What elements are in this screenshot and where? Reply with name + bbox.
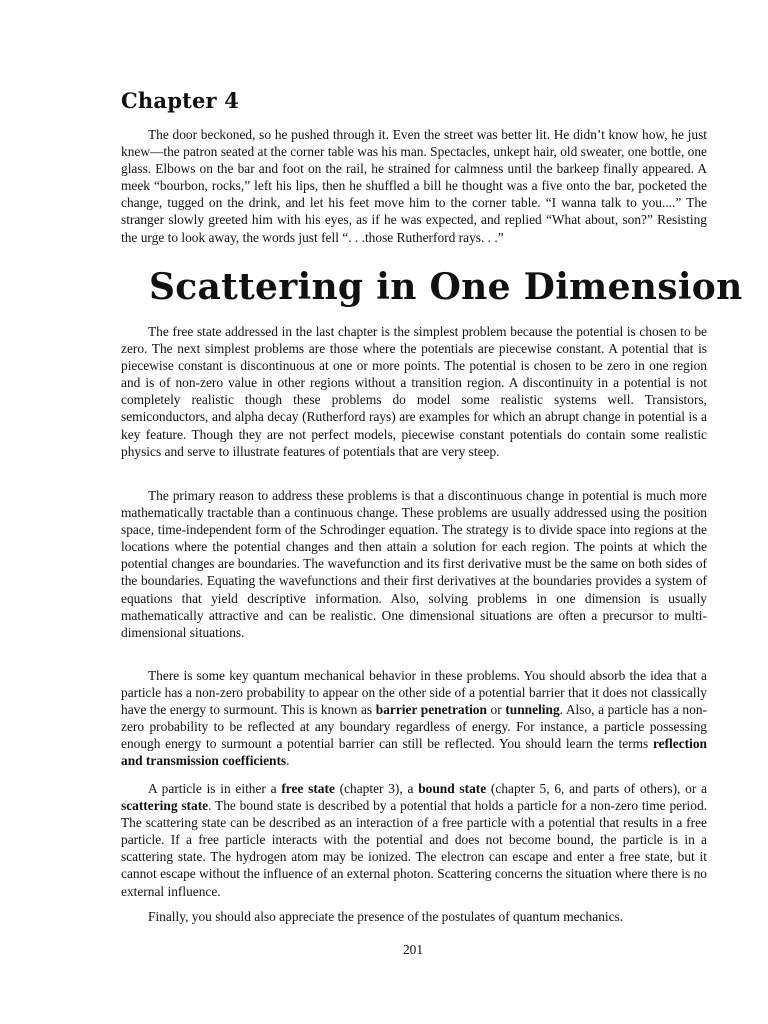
text-segment: (chapter 3), a [334, 781, 419, 796]
body-paragraph-1: The free state addressed in the last chapter is the simplest problem because the potential is chosen to be zero. The next simplest problems are those where the potentials are piecewise constant. A potential that is piecewise constant is discontinuous at one or more points. The potential is chosen to be zero in one region and is of non-zero value in other regions without a transition region. A discontinuity in a potential is not completely realistic though these problems do model some realistic systems well. Transistors, semiconductors, and alpha decay (Rutherford rays) are examples for which an abrupt change in potential is a key feature. Though they are not perfect models, piecewise constant potentials do contain some realistic physics and serve to illustrate features of potentials that are very steep. [121, 324, 707, 459]
body-paragraph-2: The primary reason to address these problems is that a discontinuous change in potential is much more mathematically tractable than a continuous change. These problems are usually addressed using the position space, time-independent form of the Schrodinger equation. The strategy is to divide space into regions at the locations where the potential changes and then attain a solution for each region. The points at which the potential changes are boundaries. The wavefunction and its first derivative must be the same on both sides of the boundaries. Equating the wavefunctions and their first derivatives at the boundaries provides a system of equations that yield descriptive information. Also, solving problems in one dimension is usually mathematically attractive and can be realistic. One dimensional situations are often a precursor to multi-dimensional situations. [121, 488, 707, 640]
body-paragraph-3-block [121, 667, 707, 770]
text-segment: . [286, 753, 290, 769]
text-segment: . The bound state is described by a potential that holds a particle for a non-zero time period. The scattering state can be described as an interaction of a free particle with a potential that results in a free particle. If a free particle interacts with the potential and does not become bound, the particle is in a scattering state. The hydrogen atom may be ionized. The electron can escape and enter a free state, but it cannot escape without the influence of an external photon. Scattering concerns the situation where there is no external influence. [121, 798, 707, 899]
term-bound-state: bound state [418, 781, 487, 796]
body-paragraph-5-block [121, 908, 707, 925]
text-segment: There is some key quantum mechanical behavior in these problems. You should absorb the idea that a particle has a non-zero probability to appear on the other side of a potential barrier that it does not classically have the energy to surmount. This is known as [121, 668, 707, 718]
page-number: 201 [402, 942, 424, 957]
body-paragraph-1-block [121, 323, 707, 460]
term-barrier-penetration: barrier penetration [375, 702, 487, 718]
body-paragraph-2-block [121, 487, 707, 641]
term-free-state: free state [281, 781, 335, 796]
body-paragraph-4-block [121, 780, 707, 900]
epigraph-paragraph: The door beckoned, so he pushed through it. Even the street was better lit. He didn’t know how, he just knew—the patron seated at the corner table was his man. Spectacles, unkept hair, old sweater, one bottle, one glass. Elbows on the bar and foot on the rail, he strained for calmness until the barkeep finally appeared. A meek “bourbon, rocks,” left his lips, then he shuffled a bill he thought was a five onto the bar, pocketed the change, tugged on the drink, and let his feet move him to the corner table. “I wanna talk to you....” The stranger slowly greeted him with his eyes, as if he was expected, and replied “What about, son?” Resisting the urge to look away, the words just fell “. . .those Rutherford rays. . .” [121, 127, 707, 245]
term-tunneling: tunneling [505, 702, 560, 718]
text-segment: A particle is in either a [148, 781, 282, 796]
body-paragraph-4 [121, 780, 707, 900]
text-segment: . Also, a particle has a non-zero probability to be reflected at any boundary regardless of energy. For instance, a particle possessing enough energy to surmount a potential barrier can still be reflected. You should learn the terms [121, 702, 707, 752]
term-scattering-state: scattering state [121, 798, 209, 814]
chapter-label: Chapter 4 [121, 88, 240, 113]
term-reflection-transmission-coefficients: reflection and transmission coefficients [121, 736, 707, 769]
epigraph [121, 126, 707, 246]
text-segment: (chapter 5, 6, and parts of others), or a [486, 781, 707, 796]
text-segment: or [486, 702, 506, 718]
body-paragraph-3 [121, 667, 707, 770]
body-paragraph-5: Finally, you should also appreciate the presence of the postulates of quantum mechanics. [148, 909, 624, 924]
chapter-title: Scattering in One Dimension [149, 266, 743, 308]
